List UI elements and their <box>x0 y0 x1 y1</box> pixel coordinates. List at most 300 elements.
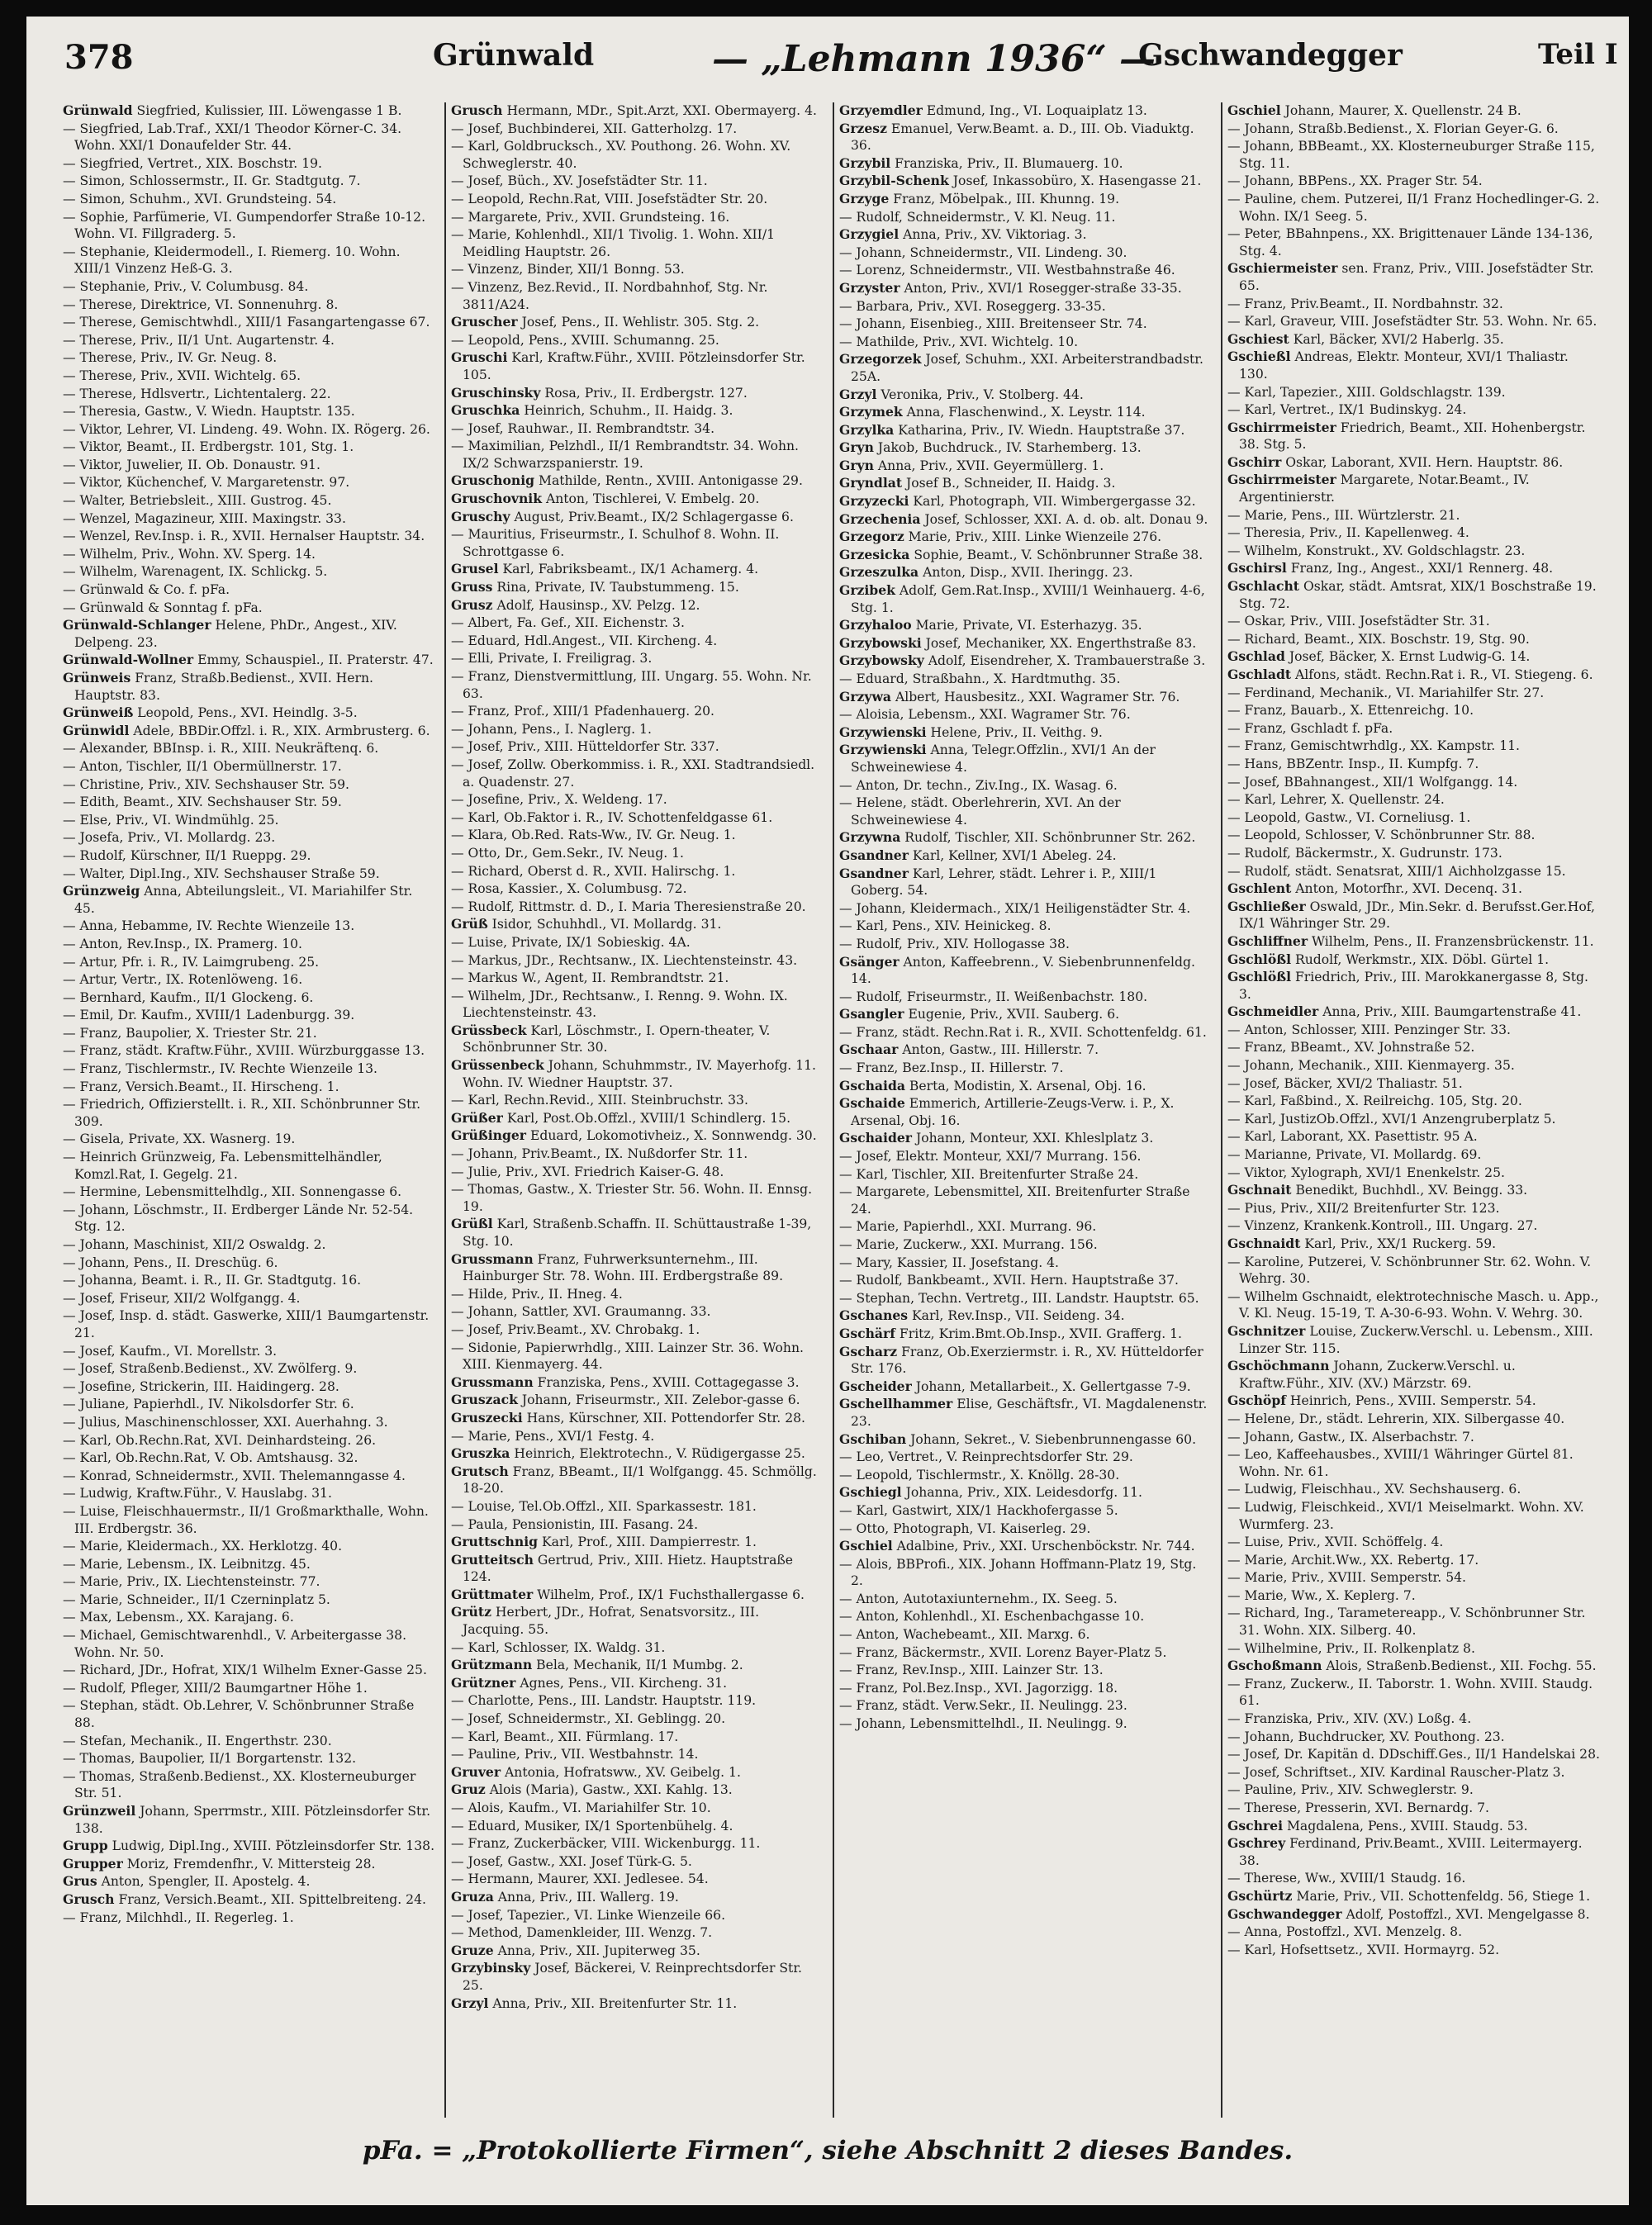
directory-entry: Grüssenbeck Johann, Schuhmmstr., IV. Mayerhofg. 11. Wohn. IV. Wiedner Hauptstr. 37. <box>451 1057 817 1090</box>
directory-entry: — Johann, Maschinist, XII/2 Oswaldg. 2. <box>63 1237 326 1252</box>
directory-entry: — Eduard, Hdl.Angest., VII. Kircheng. 4. <box>451 633 718 648</box>
directory-entry: Grünwald-Schlanger Helene, PhDr., Angest., XIV. Delpeng. 23. <box>63 617 397 650</box>
header-part: Teil I <box>1538 38 1618 71</box>
directory-entry: Gschrey Ferdinand, Priv.Beamt., XVIII. Leitermayerg. 38. <box>1227 1835 1583 1868</box>
directory-entry: Gruscher Josef, Pens., II. Wehlistr. 305. Stg. 2. <box>451 314 760 330</box>
directory-entry: — Louise, Tel.Ob.Offzl., XII. Sparkassestr. 181. <box>451 1498 757 1514</box>
directory-entry: Grupper Moriz, Fremdenfhr., V. Mittersteig 28. <box>63 1855 376 1872</box>
directory-entry: — Johann, Pens., I. Naglerg. 1. <box>451 721 652 737</box>
directory-entry: — Luise, Fleischhauermstr., II/1 Großmarkthalle, Wohn. III. Erdbergstr. 36. <box>63 1503 429 1536</box>
directory-entry: Grütz Herbert, JDr., Hofrat, Senatsvorsitz., III. Jacquing. 55. <box>451 1604 760 1638</box>
directory-entry: — Josef, Zollw. Oberkommiss. i. R., XXI. Stadtrandsiedl. a. Quadenstr. 27. <box>451 757 815 790</box>
directory-entry: Gschirrmeister Margarete, Notar.Beamt., IV. Argentinierstr. <box>1227 472 1530 505</box>
directory-entry: — Max, Lebensm., XX. Karajang. 6. <box>63 1610 294 1625</box>
directory-entry: — Johann, BBBeamt., XX. Klosterneuburger Straße 115, Stg. 11. <box>1227 139 1595 171</box>
directory-entry: Grüßl Karl, Straßenb.Schaffn. II. Schüttaustraße 1-39, Stg. 10. <box>451 1216 812 1249</box>
directory-entry: — Leopold, Rechn.Rat, VIII. Josefstädter Str. 20. <box>451 191 768 206</box>
directory-entry: Grüttmater Wilhelm, Prof., IX/1 Fuchsthallergasse 6. <box>451 1586 805 1602</box>
directory-entry: Grzyster Anton, Priv., XVI/1 Rosegger-straße 33-35. <box>839 279 1182 296</box>
directory-entry: Gruszack Johann, Friseurmstr., XII. Zelebor-gasse 6. <box>451 1392 800 1408</box>
header-last-name: Gschwandegger <box>1138 38 1403 73</box>
directory-entry: Grusel Karl, Fabriksbeamt., IX/1 Achamerg. 4. <box>451 561 759 577</box>
directory-entry: — Viktor, Beamt., II. Erdbergstr. 101, Stg. 1. <box>63 439 354 455</box>
directory-entry: Grzybil-Schenk Josef, Inkassobüro, X. Hasengasse 21. <box>839 173 1202 189</box>
directory-entry: Gsangler Eugenie, Priv., XVII. Sauberg. 6. <box>839 1006 1120 1022</box>
directory-entry: — Anton, Autotaxiunternehm., IX. Seeg. 5. <box>839 1591 1118 1606</box>
directory-entry: — Leopold, Pens., XVIII. Schumanng. 25. <box>451 332 719 348</box>
directory-entry: — Rudolf, Kürschner, II/1 Rueppg. 29. <box>63 847 311 863</box>
directory-entry: — Franz, Zuckerbäcker, VIII. Wickenburgg. 11. <box>451 1836 761 1852</box>
directory-entry: — Franz, Gemischtwrhdlg., XX. Kampstr. 11. <box>1227 738 1521 754</box>
directory-entry: — Josef, Rauhwar., II. Rembrandtstr. 34. <box>451 420 715 436</box>
directory-entry: — Viktor, Küchenchef, V. Margaretenstr. 97. <box>63 475 350 491</box>
directory-entry: — Johann, Straßb.Bedienst., X. Florian Geyer-G. 6. <box>1227 121 1559 136</box>
directory-entry: — Josef, Dr. Kapitän d. DDschiff.Ges., II/1 Handelskai 28. <box>1227 1747 1600 1762</box>
directory-entry: — Josefine, Strickerin, III. Haidingerg. 28. <box>63 1378 339 1394</box>
directory-entry: — Margarete, Priv., XVII. Grundsteing. 16. <box>451 209 730 225</box>
directory-entry: — Hermine, Lebensmittelhdlg., XII. Sonnengasse 6. <box>63 1184 402 1200</box>
directory-entry: — Josef, Gastw., XXI. Josef Türk-G. 5. <box>451 1853 692 1869</box>
directory-entry: — Elli, Private, I. Freiligrag. 3. <box>451 651 653 667</box>
directory-entry: Grzybowsky Adolf, Eisendreher, X. Trambauerstraße 3. <box>839 652 1206 669</box>
directory-entry: — Johann, Pens., II. Dreschüg. 6. <box>63 1255 278 1270</box>
directory-entry: — Rudolf, Friseurmstr., II. Weißenbachstr. 180. <box>839 989 1148 1004</box>
directory-entry: — Rudolf, Pfleger, XIII/2 Baumgartner Höhe 1. <box>63 1680 368 1696</box>
directory-entry: Gschließer Oswald, JDr., Min.Sekr. d. Berufsst.Ger.Hof, IX/1 Währinger Str. 29. <box>1227 898 1595 932</box>
directory-entry: Gschliffner Wilhelm, Pens., II. Franzensbrückenstr. 11. <box>1227 932 1594 949</box>
directory-entry: Gschoßmann Alois, Straßenb.Bedienst., XII. Fochg. 55. <box>1227 1658 1597 1674</box>
directory-entry: — Johann, Buchdrucker, XV. Pouthong. 23. <box>1227 1729 1505 1744</box>
directory-entry: — Sophie, Parfümerie, VI. Gumpendorfer Straße 10-12. Wohn. VI. Fillgraderg. 5. <box>63 209 426 242</box>
directory-entry: — Anna, Postoffzl., XVI. Menzelg. 8. <box>1227 1924 1463 1940</box>
directory-entry: Grzybinsky Josef, Bäckerei, V. Reinprechtsdorfer Str. 25. <box>451 1960 803 1993</box>
directory-entry: Grzyhaloo Marie, Private, VI. Esterhazyg. 35. <box>839 617 1142 633</box>
directory-entry: Grzyge Franz, Möbelpak., III. Khunng. 19. <box>839 190 1120 206</box>
directory-entry: Gryn Jakob, Buchdruck., IV. Starhemberg. 13. <box>839 439 1142 456</box>
directory-entry: Grünzweil Johann, Sperrmstr., XIII. Pötzleinsdorfer Str. 138. <box>63 1803 431 1836</box>
directory-entry: — Alexander, BBInsp. i. R., XIII. Neukräftenq. 6. <box>63 741 379 757</box>
directory-entry: Gschaar Anton, Gastw., III. Hillerstr. 7. <box>839 1041 1099 1058</box>
directory-entry: Gsandner Karl, Lehrer, städt. Lehrer i. P., XIII/1 Goberg. 54. <box>839 865 1157 899</box>
directory-entry: Grussmann Franziska, Pens., XVIII. Cottagegasse 3. <box>451 1373 800 1390</box>
directory-entry: — Otto, Photograph, VI. Kaiserleg. 29. <box>839 1520 1091 1536</box>
directory-entry: Grüß Isidor, Schuhhdl., VI. Mollardg. 31. <box>451 916 722 932</box>
directory-entry: — Thomas, Straßenb.Bedienst., XX. Klosterneuburger Str. 51. <box>63 1768 416 1801</box>
directory-entry: Gruss Rina, Private, IV. Taubstummeng. 15. <box>451 579 739 595</box>
directory-entry: Grutsch Franz, BBeamt., II/1 Wolfgangg. 45. Schmöllg. 18-20. <box>451 1463 817 1497</box>
directory-entry: — Pauline, Priv., XIV. Schweglerstr. 9. <box>1227 1782 1474 1798</box>
directory-entry: Grzybowski Josef, Mechaniker, XX. Engerthstraße 83. <box>839 634 1197 651</box>
directory-entry: Gschiban Johann, Sekret., V. Siebenbrunnengasse 60. <box>839 1430 1197 1447</box>
directory-entry: — Anton, Tischler, II/1 Obermüllnerstr. 17. <box>63 758 342 774</box>
directory-entry: — Luise, Priv., XVII. Schöffelg. 4. <box>1227 1535 1444 1550</box>
directory-entry: — Therese, Ww., XVIII/1 Staudg. 16. <box>1227 1871 1466 1886</box>
directory-entry: Grzybil Franziska, Priv., II. Blumauerg. 10. <box>839 154 1123 171</box>
directory-entry: — Julie, Priv., XVI. Friedrich Kaiser-G. 48. <box>451 1164 724 1179</box>
directory-entry: — Therese, Presserin, XVI. Bernardg. 7. <box>1227 1800 1489 1815</box>
directory-entry: Gschwandegger Adolf, Postoffzl., XVI. Mengelgasse 8. <box>1227 1905 1590 1922</box>
directory-entry: Gschlößl Friedrich, Priv., III. Marokkanergasse 8, Stg. 3. <box>1227 969 1588 1002</box>
directory-entry: — Mauritius, Friseurmstr., I. Schulhof 8. Wohn. II. Schrottgasse 6. <box>451 527 780 559</box>
directory-entry: — Rudolf, Bankbeamt., XVII. Hern. Hauptstraße 37. <box>839 1273 1179 1288</box>
directory-entry: Gsandner Karl, Kellner, XVI/1 Abeleg. 24. <box>839 847 1117 863</box>
directory-entry: — Wilhelmine, Priv., II. Rolkenplatz 8. <box>1227 1640 1475 1656</box>
directory-entry: Grzywienski Anna, Telegr.Offzlin., XVI/1 An der Schweinewiese 4. <box>839 742 1156 775</box>
directory-entry: Gruz Alois (Maria), Gastw., XXI. Kahlg. 13. <box>451 1781 733 1798</box>
directory-entry: — Leopold, Schlosser, V. Schönbrunner Str. 88. <box>1227 828 1536 843</box>
directory-entry: — Klara, Ob.Red. Rats-Ww., IV. Gr. Neug. 1. <box>451 828 736 843</box>
directory-entry: Grünzweig Anna, Abteilungsleit., VI. Mariahilfer Str. 45. <box>63 883 413 916</box>
directory-entry: — Karl, Faßbind., X. Reilreichg. 105, Stg. 20. <box>1227 1094 1522 1109</box>
directory-entry: — Alois, Kaufm., VI. Mariahilfer Str. 10. <box>451 1800 711 1815</box>
directory-entry: — Anton, Kohlenhdl., XI. Eschenbachgasse 10. <box>839 1609 1145 1625</box>
directory-entry: Gruver Antonia, Hofratsww., XV. Geibelg. 1. <box>451 1763 741 1780</box>
directory-entry: — Johann, Gastw., IX. Alserbachstr. 7. <box>1227 1429 1474 1445</box>
header-title: — „Lehmann 1936“ — <box>712 38 1156 80</box>
directory-entry: Gschmeidler Anna, Priv., XIII. Baumgartenstraße 41. <box>1227 1003 1582 1020</box>
directory-entry: Gschlacht Oskar, städt. Amtsrat, XIX/1 Boschstraße 19. Stg. 72. <box>1227 578 1597 611</box>
directory-entry: Gschirrmeister Friedrich, Beamt., XII. Hohenbergstr. 38. Stg. 5. <box>1227 419 1586 453</box>
directory-entry: — Ferdinand, Mechanik., VI. Mariahilfer Str. 27. <box>1227 685 1545 700</box>
directory-entry: — Grünwald & Co. f. pFa. <box>63 582 230 598</box>
directory-entry: — Stefan, Mechanik., II. Engerthstr. 230. <box>63 1733 332 1748</box>
directory-entry: — Lorenz, Schneidermstr., VII. Westbahnstraße 46. <box>839 263 1175 278</box>
directory-entry: Grzesz Emanuel, Verw.Beamt. a. D., III. Ob. Viaduktg. 36. <box>839 120 1194 154</box>
directory-entry: — Johann, Sattler, XVI. Graumanng. 33. <box>451 1304 711 1320</box>
directory-entry: Grusch Franz, Versich.Beamt., XII. Spittelbreiteng. 24. <box>63 1891 426 1907</box>
directory-entry: — Luise, Private, IX/1 Sobieskig. 4A. <box>451 934 691 950</box>
directory-entry: — Rudolf, Schneidermstr., V. Kl. Neug. 11. <box>839 209 1116 225</box>
directory-entry: — Karl, Tischler, XII. Breitenfurter Straße 24. <box>839 1166 1139 1182</box>
directory-entry: — Leo, Kaffeehausbes., XVIII/1 Währinger Gürtel 81. Wohn. Nr. 61. <box>1227 1447 1574 1479</box>
directory-entry: — Franz, Tischlermstr., IV. Rechte Wienzeile 13. <box>63 1061 378 1077</box>
directory-entry: — Karl, Goldbrucksch., XV. Pouthong. 26. Wohn. XV. Schweglerstr. 40. <box>451 139 791 171</box>
directory-entry: — Richard, Beamt., XIX. Boschstr. 19, Stg. 90. <box>1227 631 1530 647</box>
directory-entry: — Markus, JDr., Rechtsanw., IX. Liechtensteinstr. 43. <box>451 952 798 968</box>
directory-entry: Gschiegl Johanna, Priv., XIX. Leidesdorfg. 11. <box>839 1484 1142 1501</box>
directory-entry: Grzywienski Helene, Priv., II. Veithg. 9. <box>839 723 1103 740</box>
directory-entry: — Bernhard, Kaufm., II/1 Glockeng. 6. <box>63 989 314 1005</box>
directory-entry: — Anton, Dr. techn., Ziv.Ing., IX. Wasag. 6. <box>839 777 1118 793</box>
directory-entry: Grünweiß Leopold, Pens., XVI. Heindlg. 3-5. <box>63 705 358 721</box>
directory-entry: — Franz, Zuckerw., II. Taborstr. 1. Wohn. XVIII. Staudg. 61. <box>1227 1676 1593 1709</box>
directory-entry: Grünwald Siegfried, Kulissier, III. Löwengasse 1 B. <box>63 102 402 118</box>
directory-entry: — Wilhelm Gschnaidt, elektrotechnische Masch. u. App., V. Kl. Neug. 15-19, T. A-30-6-93. Wohn. V. Wehrg. 30. <box>1227 1288 1599 1321</box>
directory-entry: Gschiel Johann, Maurer, X. Quellenstr. 24 B. <box>1227 102 1521 118</box>
directory-entry: Gschaider Johann, Monteur, XXI. Khleslplatz 3. <box>839 1130 1154 1146</box>
directory-entry: — Karl, Vertret., IX/1 Budinskyg. 24. <box>1227 402 1467 418</box>
directory-entry: — Hans, BBZentr. Insp., II. Kumpfg. 7. <box>1227 756 1479 771</box>
directory-entry: — Rosa, Kassier., X. Columbusg. 72. <box>451 881 687 897</box>
directory-entry: Gscharz Franz, Ob.Exerziermstr. i. R., XV. Hütteldorfer Str. 176. <box>839 1343 1203 1377</box>
directory-entry: Grzygiel Anna, Priv., XV. Viktoriag. 3. <box>839 226 1087 243</box>
directory-entry: — Marie, Pens., XVI/1 Festg. 4. <box>451 1428 655 1444</box>
directory-entry: Gruschy August, Priv.Beamt., IX/2 Schlagergasse 6. <box>451 508 794 524</box>
directory-entry: — Josef, Schriftset., XIV. Kardinal Rauscher-Platz 3. <box>1227 1764 1565 1780</box>
directory-entry: Gryndlat Josef B., Schneider, II. Haidg. 3. <box>839 475 1116 491</box>
directory-entry: — Rudolf, Bäckermstr., X. Gudrunstr. 173. <box>1227 845 1502 861</box>
header-first-name: Grünwald <box>433 38 595 73</box>
directory-entry: — Viktor, Juwelier, II. Ob. Donaustr. 91. <box>63 457 320 472</box>
directory-entry: Grzylka Katharina, Priv., IV. Wiedn. Hauptstraße 37. <box>839 421 1185 438</box>
directory-entry: — Franz, städt. Kraftw.Führ., XVIII. Würzburggasse 13. <box>63 1043 425 1059</box>
directory-entry: — Josef, Kaufm., VI. Morellstr. 3. <box>63 1343 278 1359</box>
directory-entry: — Therese, Priv., IV. Gr. Neug. 8. <box>63 350 278 366</box>
directory-entry: — Leopold, Gastw., VI. Corneliusg. 1. <box>1227 809 1471 825</box>
directory-entry: — Karl, Pens., XIV. Heinickeg. 8. <box>839 918 1051 934</box>
directory-entry: — Simon, Schuhm., XVI. Grundsteing. 54. <box>63 191 337 206</box>
directory-entry: — Marie, Priv., XVIII. Semperstr. 54. <box>1227 1570 1467 1586</box>
directory-entry: — Johann, Kleidermach., XIX/1 Heiligenstädter Str. 4. <box>839 900 1191 916</box>
directory-entry: Grünwidl Adele, BBDir.Offzl. i. R., XIX. Armbrusterg. 6. <box>63 722 430 738</box>
directory-entry: — Konrad, Schneidermstr., XVII. Thelemanngasse 4. <box>63 1468 406 1483</box>
directory-entry: — Juliane, Papierhdl., IV. Nikolsdorfer Str. 6. <box>63 1397 354 1412</box>
directory-entry: — Leo, Vertret., V. Reinprechtsdorfer Str. 29. <box>839 1449 1133 1465</box>
directory-entry: Grzyemdler Edmund, Ing., VI. Loquaiplatz 13. <box>839 102 1147 118</box>
directory-entry: — Josef, Tapezier., VI. Linke Wienzeile 66. <box>451 1907 726 1923</box>
directory-entry: Gschürtz Marie, Priv., VII. Schottenfeldg. 56, Stiege 1. <box>1227 1887 1591 1904</box>
page-footer: pFa. = „Protokollierte Firmen“, siehe Abschnitt 2 dieses Bandes. <box>362 2136 1294 2166</box>
directory-entry: — Anton, Schlosser, XIII. Penzinger Str. 33. <box>1227 1022 1512 1037</box>
directory-entry: — Johann, Lebensmittelhdl., II. Neulingg. 9. <box>839 1716 1127 1732</box>
directory-entry: — Ludwig, Kraftw.Führ., V. Hauslabg. 31. <box>63 1486 332 1502</box>
directory-entry: Grüßinger Eduard, Lokomotivheiz., X. Sonnwendg. 30. <box>451 1127 817 1144</box>
directory-entry: — Franz, Rev.Insp., XIII. Lainzer Str. 13. <box>839 1663 1104 1678</box>
directory-entry: — Marie, Lebensm., IX. Leibnitzg. 45. <box>63 1556 311 1572</box>
directory-entry: Gscheider Johann, Metallarbeit., X. Gellertgasse 7-9. <box>839 1378 1191 1394</box>
directory-entry: — Marie, Kleidermach., XX. Herklotzg. 40. <box>63 1539 343 1554</box>
column-1 <box>63 102 436 2118</box>
directory-entry: — Aloisia, Lebensm., XXI. Wagramer Str. 76. <box>839 707 1131 723</box>
directory-entry: Gryn Anna, Priv., XVII. Geyermüllerg. 1. <box>839 457 1104 473</box>
directory-entry: — Johann, Schneidermstr., VII. Lindeng. 30. <box>839 244 1127 260</box>
directory-entry: — Karl, Tapezier., XIII. Goldschlagstr. 139. <box>1227 384 1506 400</box>
directory-entry: — Karl, Schlosser, IX. Waldg. 31. <box>451 1639 666 1655</box>
directory-entry: — Stephanie, Priv., V. Columbusg. 84. <box>63 278 309 294</box>
directory-entry: — Helene, Dr., städt. Lehrerin, XIX. Silbergasse 40. <box>1227 1411 1565 1426</box>
column-4 <box>1227 102 1601 2118</box>
directory-entry: Grussmann Franz, Fuhrwerksunternehm., III. Hainburger Str. 78. Wohn. III. Erdbergstraße 89. <box>451 1250 784 1284</box>
directory-entry: — Anton, Wachebeamt., XII. Marxg. 6. <box>839 1627 1090 1643</box>
directory-entry: — Karl, Laborant, XX. Pasettistr. 95 A. <box>1227 1129 1478 1145</box>
directory-entry: — Josef, Schneidermstr., XI. Geblingg. 20. <box>451 1711 726 1727</box>
directory-entry: — Else, Priv., VI. Windmühlg. 25. <box>63 812 279 828</box>
directory-entry: — Franz, Bauarb., X. Ettenreichg. 10. <box>1227 703 1474 719</box>
directory-entry: — Otto, Dr., Gem.Sekr., IV. Neug. 1. <box>451 845 684 861</box>
directory-entry: Gschnait Benedikt, Buchhdl., XV. Beingg. 33. <box>1227 1182 1528 1198</box>
directory-entry: — Karl, Graveur, VIII. Josefstädter Str. 53. Wohn. Nr. 65. <box>1227 314 1597 330</box>
directory-entry: — Rudolf, städt. Senatsrat, XIII/1 Aichholzgasse 15. <box>1227 863 1566 879</box>
directory-entry: — Rudolf, Rittmstr. d. D., I. Maria Theresienstraße 20. <box>451 899 806 914</box>
directory-entry: Grus Anton, Spengler, II. Apostelg. 4. <box>63 1873 311 1890</box>
directory-entry: — Pauline, Priv., VII. Westbahnstr. 14. <box>451 1747 699 1762</box>
directory-entry: Grusch Hermann, MDr., Spit.Arzt, XXI. Obermayerg. 4. <box>451 102 817 118</box>
directory-entry: — Theresia, Priv., II. Kapellenweg. 4. <box>1227 525 1469 541</box>
directory-entry: — Ludwig, Fleischkeid., XVI/1 Meiselmarkt. Wohn. XV. Wurmferg. 23. <box>1227 1499 1584 1532</box>
directory-entry: Gruschovnik Anton, Tischlerei, V. Embelg. 20. <box>451 491 760 507</box>
directory-entry: Grzymek Anna, Flaschenwind., X. Leystr. 114. <box>839 404 1146 420</box>
directory-entry: — Siegfried, Vertret., XIX. Boschstr. 19. <box>63 155 322 171</box>
directory-entry: — Edith, Beamt., XIV. Sechshauser Str. 59. <box>63 795 342 810</box>
directory-entry: — Josef, Friseur, XII/2 Wolfgangg. 4. <box>63 1290 301 1306</box>
directory-entry: — Johann, Eisenbieg., XIII. Breitenseer Str. 74. <box>839 316 1147 332</box>
directory-entry: — Maximilian, Pelzhdl., II/1 Rembrandtstr. 34. Wohn. IX/2 Schwarzspanierstr. 19. <box>451 439 800 471</box>
directory-entry: — Franz, Versich.Beamt., II. Hirscheng. 1. <box>63 1079 339 1094</box>
directory-entry: — Thomas, Gastw., X. Triester Str. 56. Wohn. II. Ennsg. 19. <box>451 1182 813 1214</box>
directory-entry: — Franz, städt. Verw.Sekr., II. Neulingg. 23. <box>839 1698 1127 1714</box>
directory-entry: Grzyl Anna, Priv., XII. Breitenfurter Str. 11. <box>451 1995 738 2011</box>
directory-entry: — Richard, Ing., Tarametereapp., V. Schönbrunner Str. 31. Wohn. XIX. Silberg. 40. <box>1227 1606 1586 1639</box>
directory-entry: Grupp Ludwig, Dipl.Ing., XVIII. Pötzleinsdorfer Str. 138. <box>63 1838 435 1854</box>
directory-entry: — Anna, Hebamme, IV. Rechte Wienzeile 13. <box>63 918 355 934</box>
directory-entry: Gschladt Alfons, städt. Rechn.Rat i. R., VI. Stiegeng. 6. <box>1227 667 1593 682</box>
directory-entry: — Artur, Vertr., IX. Rotenlöweng. 16. <box>63 972 303 988</box>
directory-entry: — Therese, Priv., II/1 Unt. Augartenstr. 4. <box>63 332 335 348</box>
directory-entry: Gschanes Karl, Rev.Insp., VII. Seideng. 34. <box>839 1307 1125 1324</box>
column-3 <box>839 102 1213 2118</box>
directory-entry: Grzegorz Marie, Priv., XIII. Linke Wienzeile 276. <box>839 529 1162 545</box>
directory-entry: Gschöchmann Johann, Zuckerw.Verschl. u. Kraftw.Führ., XIV. (XV.) Märzstr. 69. <box>1227 1358 1516 1391</box>
directory-entry: — Wilhelm, Warenagent, IX. Schlickg. 5. <box>63 564 328 580</box>
directory-entry: — Rudolf, Priv., XIV. Hollogasse 38. <box>839 936 1070 951</box>
directory-entry: — Josef, Insp. d. städt. Gaswerke, XIII/1 Baumgartenstr. 21. <box>63 1308 430 1340</box>
directory-entry: — Leopold, Tischlermstr., X. Knöllg. 28-30. <box>839 1467 1120 1483</box>
directory-entry: — Marie, Ww., X. Keplerg. 7. <box>1227 1587 1416 1603</box>
directory-entry: — Simon, Schlossermstr., II. Gr. Stadtgutg. 7. <box>63 173 361 189</box>
directory-entry: Gruszka Heinrich, Elektrotechn., V. Rüdigergasse 25. <box>451 1445 805 1462</box>
directory-entry: Gruszecki Hans, Kürschner, XII. Pottendorfer Str. 28. <box>451 1409 806 1426</box>
directory-entry: — Vinzenz, Bez.Revid., II. Nordbahnhof, Stg. Nr. 3811/A24. <box>451 279 768 312</box>
directory-entry: Grzesicka Sophie, Beamt., V. Schönbrunner Straße 38. <box>839 546 1203 562</box>
directory-entry: — Johanna, Beamt. i. R., II. Gr. Stadtgutg. 16. <box>63 1273 362 1288</box>
directory-entry: Grützner Agnes, Pens., VII. Kircheng. 31. <box>451 1674 728 1691</box>
directory-entry: — Marie, Kohlenhdl., XII/1 Tivolig. 1. Wohn. XII/1 Meidling Hauptstr. 26. <box>451 227 775 259</box>
directory-entry: — Josef, Bäcker, XVI/2 Thaliastr. 51. <box>1227 1075 1463 1091</box>
directory-entry: — Josef, Priv.Beamt., XV. Chrobakg. 1. <box>451 1321 700 1337</box>
directory-entry: — Richard, JDr., Hofrat, XIX/1 Wilhelm Exner-Gasse 25. <box>63 1663 427 1678</box>
directory-entry: Grzywa Albert, Hausbesitz., XXI. Wagramer Str. 76. <box>839 688 1180 705</box>
directory-entry: — Hilde, Priv., II. Hneg. 4. <box>451 1286 623 1302</box>
page-header <box>26 17 1629 89</box>
directory-entry: — Margarete, Lebensmittel, XII. Breitenfurter Straße 24. <box>839 1184 1190 1217</box>
directory-entry: Gschlad Josef, Bäcker, X. Ernst Ludwig-G. 14. <box>1227 648 1531 665</box>
directory-entry: — Franz, Milchhdl., II. Regerleg. 1. <box>63 1910 294 1925</box>
directory-entry: — Josefine, Priv., X. Weldeng. 17. <box>451 792 667 808</box>
directory-entry: — Vinzenz, Krankenk.Kontroll., III. Ungarg. 27. <box>1227 1218 1538 1234</box>
directory-entry: — Eduard, Straßbahn., X. Hardtmuthg. 35. <box>839 671 1121 686</box>
directory-entry: — Gisela, Private, XX. Wasnerg. 19. <box>63 1131 296 1147</box>
directory-entry: — Johann, Mechanik., XIII. Kienmayerg. 35. <box>1227 1058 1515 1074</box>
directory-entry: Gschnitzer Louise, Zuckerw.Verschl. u. Lebensm., XIII. Linzer Str. 115. <box>1227 1322 1593 1356</box>
directory-entry: — Karoline, Putzerei, V. Schönbrunner Str. 62. Wohn. V. Wehrg. 30. <box>1227 1254 1592 1287</box>
directory-entry: Gschirr Oskar, Laborant, XVII. Hern. Hauptstr. 86. <box>1227 453 1564 470</box>
directory-entry: — Josef, Buchbinderei, XII. Gatterholzg. 17. <box>451 121 738 136</box>
directory-entry: Grutteitsch Gertrud, Priv., XIII. Hietz. Hauptstraße 124. <box>451 1551 794 1585</box>
page-number: 378 <box>64 38 134 77</box>
directory-entry: — Wenzel, Magazineur, XIII. Maxingstr. 33. <box>63 510 346 526</box>
directory-entry: Gruschka Heinrich, Schuhm., II. Haidg. 3. <box>451 402 733 419</box>
directory-entry: Grzyzecki Karl, Photograph, VII. Wimbergergasse 32. <box>839 493 1196 510</box>
directory-entry: — Therese, Priv., XVII. Wichtelg. 65. <box>63 368 301 383</box>
directory-entry: — Emil, Dr. Kaufm., XVIII/1 Ladenburgg. 39. <box>63 1008 355 1023</box>
directory-entry: — Josef, Büch., XV. Josefstädter Str. 11. <box>451 173 708 189</box>
directory-entry: Grzibek Adolf, Gem.Rat.Insp., XVIII/1 Weinhauerg. 4-6, Stg. 1. <box>839 582 1205 615</box>
directory-entry: Gschaida Berta, Modistin, X. Arsenal, Obj. 16. <box>839 1077 1146 1094</box>
directory-entry: — Vinzenz, Binder, XII/1 Bonng. 53. <box>451 262 685 278</box>
directory-entry: — Franz, Prof., XIII/1 Pfadenhauerg. 20. <box>451 704 715 719</box>
directory-entry: — Artur, Pfr. i. R., IV. Laimgrubeng. 25. <box>63 954 320 970</box>
directory-entry: — Albert, Fa. Gef., XII. Eichenstr. 3. <box>451 615 685 631</box>
directory-entry: Grzywna Rudolf, Tischler, XII. Schönbrunner Str. 262. <box>839 829 1196 846</box>
directory-entry: — Johann, BBPens., XX. Prager Str. 54. <box>1227 173 1483 189</box>
directory-entry: — Grünwald & Sonntag f. pFa. <box>63 600 263 615</box>
directory-entry: — Stephanie, Kleidermodell., I. Riemerg. 10. Wohn. XIII/1 Vinzenz Heß-G. 3. <box>63 244 401 277</box>
directory-entry: Gschnaidt Karl, Priv., XX/1 Ruckerg. 59. <box>1227 1236 1497 1251</box>
directory-entry: — Karl, Lehrer, X. Quellenstr. 24. <box>1227 792 1445 808</box>
directory-entry: — Viktor, Xylograph, XVI/1 Enenkelstr. 25. <box>1227 1165 1505 1180</box>
directory-entry: — Franz, Priv.Beamt., II. Nordbahnstr. 32. <box>1227 296 1503 311</box>
directory-entry: Gschöpf Heinrich, Pens., XVIII. Semperstr. 54. <box>1227 1392 1536 1409</box>
directory-entry: — Johann, Priv.Beamt., IX. Nußdorfer Str. 11. <box>451 1146 748 1162</box>
directory-entry: — Richard, Oberst d. R., XVII. Halirschg. 1. <box>451 863 736 879</box>
directory-entry: — Marie, Zuckerw., XXI. Murrang. 156. <box>839 1237 1098 1252</box>
directory-entry: — Sidonie, Papierwrhdlg., XIII. Lainzer Str. 36. Wohn. XIII. Kienmayerg. 44. <box>451 1340 804 1373</box>
directory-entry: — Alois, BBProfi., XIX. Johann Hoffmann-Platz 19, Stg. 2. <box>839 1556 1197 1589</box>
directory-entry: Gschrei Magdalena, Pens., XVIII. Staudg. 53. <box>1227 1817 1528 1834</box>
directory-entry: — Pauline, chem. Putzerei, II/1 Franz Hochedlinger-G. 2. Wohn. IX/1 Seeg. 5. <box>1227 191 1600 224</box>
directory-entry: — Stephan, Techn. Vertretg., III. Landstr. Hauptstr. 65. <box>839 1290 1199 1306</box>
directory-entry: Gschiel Adalbine, Priv., XXI. Urschenböckstr. Nr. 744. <box>839 1538 1195 1554</box>
directory-entry: — Josef, Straßenb.Bedienst., XV. Zwölferg. 9. <box>63 1361 358 1377</box>
directory-entry: — Marie, Priv., IX. Liechtensteinstr. 77. <box>63 1574 320 1590</box>
directory-entry: Gschaide Emmerich, Artillerie-Zeugs-Verw. i. P., X. Arsenal, Obj. 16. <box>839 1095 1175 1128</box>
directory-entry: Grünweis Franz, Straßb.Bedienst., XVII. Hern. Hauptstr. 83. <box>63 670 373 703</box>
directory-entry: — Josef, Priv., XIII. Hütteldorfer Str. 337. <box>451 739 719 755</box>
directory-entry: Gruschinsky Rosa, Priv., II. Erdbergstr. 127. <box>451 384 748 401</box>
directory-entry: Grützmann Bela, Mechanik, II/1 Mumbg. 2. <box>451 1657 743 1673</box>
directory-entry: — Marianne, Private, VI. Mollardg. 69. <box>1227 1147 1482 1163</box>
directory-entry: Gschiest Karl, Bäcker, XVI/2 Haberlg. 35. <box>1227 330 1504 347</box>
directory-entry: — Barbara, Priv., XVI. Roseggerg. 33-35. <box>839 298 1106 314</box>
directory-entry: — Marie, Schneider., II/1 Czerninplatz 5. <box>63 1592 330 1607</box>
column-divider <box>1221 102 1222 2118</box>
directory-entry: Grzyl Veronika, Priv., V. Stolberg. 44. <box>839 386 1084 402</box>
directory-entry: — Helene, städt. Oberlehrerin, XVI. An der Schweinewiese 4. <box>839 795 1121 828</box>
directory-entry: Gschiermeister sen. Franz, Priv., VIII. Josefstädter Str. 65. <box>1227 260 1594 293</box>
directory-entry: Grüssbeck Karl, Löschmstr., I. Opern-theater, V. Schönbrunner Str. 30. <box>451 1022 771 1056</box>
directory-entry: — Franz, Gschladt f. pFa. <box>1227 720 1393 736</box>
directory-entry: — Wenzel, Rev.Insp. i. R., XVII. Hernalser Hauptstr. 34. <box>63 529 425 544</box>
directory-entry: — Josef, BBahnangest., XII/1 Wolfgangg. 14. <box>1227 774 1518 790</box>
directory-entry: Gruschonig Mathilde, Rentn., XVIII. Antonigasse 29. <box>451 472 803 489</box>
directory-entry: Grusz Adolf, Hausinsp., XV. Pelzg. 12. <box>451 596 700 613</box>
directory-entry: — Christine, Priv., XIV. Sechshauser Str. 59. <box>63 776 349 792</box>
directory-entry: Grüßer Karl, Post.Ob.Offzl., XVIII/1 Schindlerg. 15. <box>451 1109 791 1126</box>
directory-entry: — Ludwig, Fleischhau., XV. Sechshauserg. 6. <box>1227 1482 1521 1497</box>
directory-entry: — Eduard, Musiker, IX/1 Sportenbühelg. 4. <box>451 1818 733 1834</box>
directory-entry: — Julius, Maschinenschlosser, XXI. Auerhahng. 3. <box>63 1414 388 1430</box>
directory-entry: Gschießl Andreas, Elektr. Monteur, XVI/1 Thaliastr. 130. <box>1227 349 1569 382</box>
directory-entry: — Stephan, städt. Ob.Lehrer, V. Schönbrunner Straße 88. <box>63 1698 415 1731</box>
directory-page <box>26 17 1629 2205</box>
directory-entry: — Friedrich, Offizierstellt. i. R., XII. Schönbrunner Str. 309. <box>63 1097 421 1129</box>
directory-entry: — Franziska, Priv., XIV. (XV.) Loßg. 4. <box>1227 1711 1472 1727</box>
directory-entry: — Wilhelm, JDr., Rechtsanw., I. Renng. 9. Wohn. IX. Liechtensteinstr. 43. <box>451 988 788 1021</box>
directory-entry: — Franz, Bez.Insp., II. Hillerstr. 7. <box>839 1060 1064 1076</box>
directory-entry: — Karl, JustizOb.Offzl., XVI/1 Anzengruberplatz 5. <box>1227 1111 1556 1127</box>
directory-entry: Gruttschnig Karl, Prof., XIII. Dampierrestr. 1. <box>451 1534 757 1550</box>
directory-entry: — Paula, Pensionistin, III. Fasang. 24. <box>451 1516 699 1532</box>
